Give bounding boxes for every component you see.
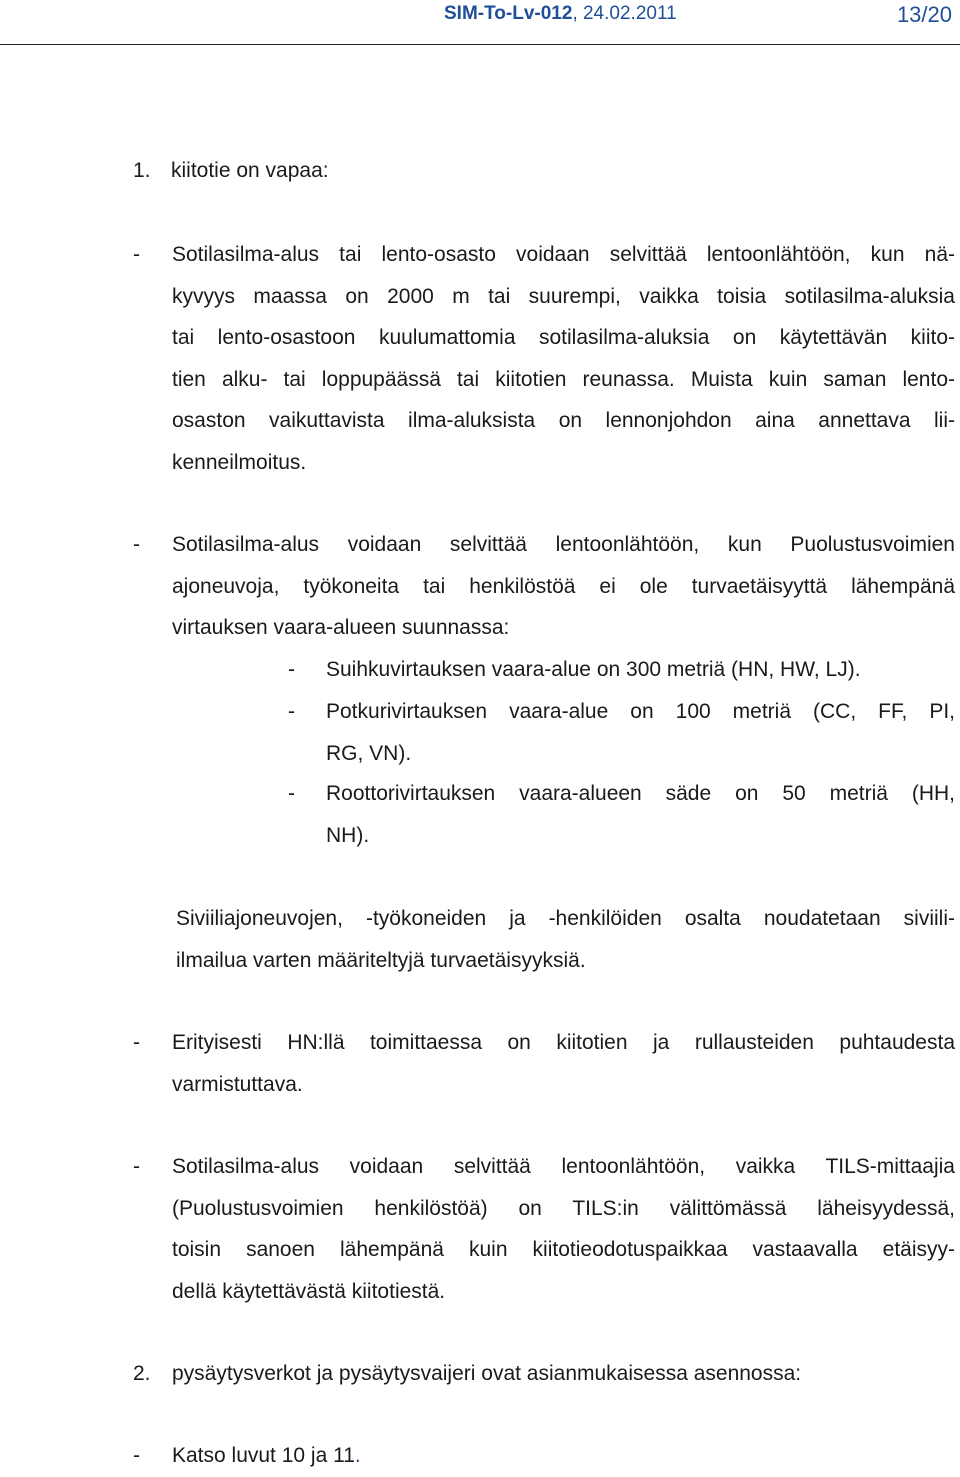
note-paragraph [176, 898, 955, 981]
text-line: Sotilasilma-alus voidaan selvittää lentoonlähtöön, kun Puolustusvoimien [172, 533, 955, 556]
item-2-title: pysäytysverkot ja pysäytysvaijeri ovat asianmukaisessa asennossa: [172, 1362, 802, 1385]
text-line: dellä käytettävästä kiitotiestä. [172, 1279, 446, 1303]
header-divider [0, 44, 960, 45]
text-line: (Puolustusvoimien henkilöstöä) on TILS:in välittömässä läheisyydessä, [172, 1196, 955, 1220]
reference-end: . [354, 1444, 361, 1467]
text-line: Sotilasilma-alus voidaan selvittää lentoonlähtöön, vaikka TILS-mittaajia [172, 1155, 955, 1178]
bullet-dash: - [133, 243, 140, 266]
bullet-dash: - [133, 533, 140, 556]
text-line: tien alku- tai loppupäässä tai kiitotien reunassa. Muista kuin saman lento- [172, 367, 955, 391]
item-1-title: kiitotie on vapaa: [171, 159, 329, 182]
text-line: Suihkuvirtauksen vaara-alue on 300 metriä (HN, HW, LJ). [326, 658, 861, 681]
bullet-dash: - [133, 1031, 140, 1054]
subitem-dash: - [288, 658, 295, 681]
bullet-dash: - [133, 1155, 140, 1178]
subitem-dash: - [288, 782, 295, 805]
text-line: tai lento-osastoon kuulumattomia sotilasilma-aluksia on käytettävän kiito- [172, 326, 955, 349]
item-2-heading [133, 1353, 802, 1395]
text-line: Potkurivirtauksen vaara-alue on 100 metriä (CC, FF, PI, [326, 700, 955, 723]
text-line: kyvyys maassa on 2000 m tai suurempi, vaikka toisia sotilasilma-aluksia [172, 284, 955, 308]
text-line: NH). [326, 823, 370, 847]
text-line: Sotilasilma-alus tai lento-osasto voidaan selvittää lentoonlähtöön, kun nä- [172, 243, 955, 266]
bullet-1-text [172, 234, 955, 483]
text-line: virtauksen vaara-alueen suunnassa: [172, 616, 510, 639]
item-1-number: 1. [133, 159, 151, 182]
subitem-dash: - [288, 700, 295, 723]
text-line: ilmailua varten määriteltyjä turvaetäisyyksiä. [176, 948, 586, 972]
text-line: Erityisesti HN:llä toimittaessa on kiitotien ja rullausteiden puhtaudesta [172, 1031, 955, 1054]
text-line: kenneilmoitus. [172, 450, 307, 474]
item-2-number: 2. [133, 1362, 151, 1385]
bullet-2-text [172, 524, 955, 649]
text-line: RG, VN). [326, 741, 412, 765]
text-line: Siviiliajoneuvojen, -työkoneiden ja -henkilöiden osalta noudatetaan siviili- [176, 907, 955, 930]
text-line: ajoneuvoja, työkoneita tai henkilöstöä ei ole turvaetäisyyttä lähempänä [172, 574, 955, 598]
page-header [0, 0, 960, 60]
text-line: varmistuttava. [172, 1072, 303, 1096]
doc-code: SIM-To-Lv-012 [444, 3, 573, 24]
document-id [444, 3, 677, 25]
bullet-dash: - [133, 1444, 140, 1467]
text-line: osaston vaikuttavista ilma-aluksista on lennonjohdon aina annettava lii- [172, 409, 955, 432]
text-line: Roottorivirtauksen vaara-alueen säde on 50 metriä (HH, [326, 782, 955, 805]
doc-date: , 24.02.2011 [572, 3, 677, 24]
page-number: 13/20 [896, 2, 952, 27]
text-line: toisin sanoen lähempänä kuin kiitotieodotuspaikkaa vastaavalla etäisyy- [172, 1238, 955, 1261]
reference-text: Katso luvut 10 ja 11 [172, 1444, 355, 1467]
item-1-heading [133, 150, 329, 192]
